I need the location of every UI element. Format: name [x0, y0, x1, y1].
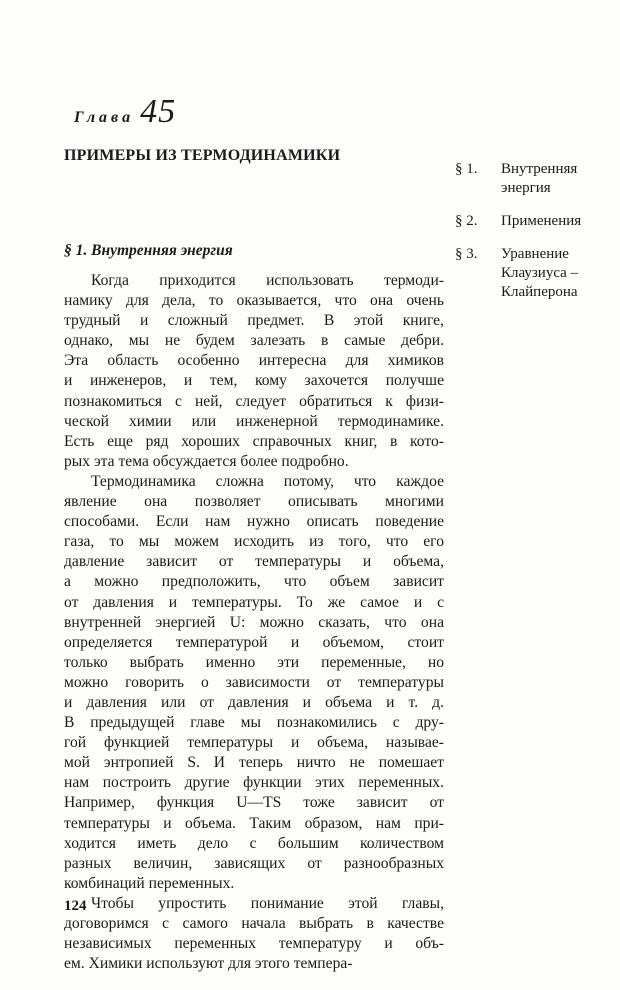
- text-line: гой функцией температуры и объема, называе-: [64, 734, 444, 752]
- toc-section-number: § 1.: [455, 161, 478, 177]
- chapter-label: [74, 93, 176, 131]
- chapter-word: Глава: [74, 109, 135, 126]
- body-text: [64, 271, 444, 974]
- toc-item: [455, 245, 615, 302]
- text-line: способами. Если нам нужно описать поведение: [64, 513, 444, 531]
- text-line: нам построить другие функции этих переменных.: [64, 774, 444, 792]
- text-line: явление она позволяет описывать многими: [64, 493, 444, 511]
- text-line: познакомиться с ней, следует обратиться к физи-: [64, 392, 444, 410]
- text-line: а можно предположить, что объем зависит: [64, 573, 444, 591]
- text-line: независимых переменных температуру и объ-: [64, 935, 444, 953]
- text-line: Термодинамика сложна потому, что каждое: [91, 472, 444, 490]
- text-line: однако, мы не будем залезать в самые дебри.: [64, 332, 444, 350]
- section-heading: § 1. Внутренняя энергия: [64, 242, 233, 259]
- text-line: от давления и температуры. То же самое и с: [64, 593, 444, 611]
- text-line: Чтобы упростить понимание этой главы,: [91, 894, 444, 912]
- toc-section-title: Внутренняя энергия: [501, 161, 578, 196]
- toc-section-title: Уравнение Клаузиуса – Клайперона: [501, 246, 579, 300]
- text-line: газа, то мы можем исходить из того, что его: [64, 533, 444, 551]
- text-line: комбинаций переменных.: [64, 874, 235, 892]
- toc-section-number: § 3.: [455, 246, 478, 262]
- text-line: только выбрать именно эти переменные, но: [64, 653, 444, 671]
- text-line: можно говорить о зависимости от температуры: [64, 673, 444, 691]
- text-line: ческой химии или инженерной термодинамике.: [64, 412, 444, 430]
- text-line: температуры и объема. Таким образом, нам при-: [64, 814, 444, 832]
- toc-section-title: Применения: [501, 213, 582, 229]
- text-line: разных величин, зависящих от разнообразных: [64, 854, 444, 872]
- text-line: рых эта тема обсуждается более подробно.: [64, 452, 349, 470]
- text-line: договоримся с самого начала выбрать в качестве: [64, 915, 444, 932]
- chapter-title: ПРИМЕРЫ ИЗ ТЕРМОДИНАМИКИ: [64, 147, 341, 164]
- text-line: ходится иметь дело с большим количеством: [64, 834, 444, 852]
- text-line: трудный и сложный предмет. В этой книге,: [64, 312, 444, 330]
- text-line: Эта область особенно интересна для химиков: [64, 352, 444, 370]
- toc-item: [455, 160, 615, 198]
- chapter-number: 45: [140, 93, 177, 130]
- toc-item: [455, 212, 615, 231]
- text-line: Например, функция U—TS тоже зависит от: [64, 794, 444, 812]
- text-line: внутренней энергией U: можно сказать, что она: [64, 613, 444, 631]
- text-line: определяется температурой и объемом, стоит: [64, 633, 444, 651]
- text-line: Когда приходится использовать термоди-: [91, 272, 444, 289]
- margin-table-of-contents: [455, 160, 615, 316]
- text-line: давление зависит от температуры и объема,: [64, 553, 444, 571]
- text-line: В предыдущей главе мы познакомились с дру-: [64, 714, 444, 732]
- text-line: мой энтропией S. И теперь ничто не помешает: [64, 754, 444, 772]
- text-line: ем. Химики используют для этого темпера-: [64, 955, 353, 973]
- text-line: и давления или от давления и объема и т. д.: [64, 693, 444, 711]
- toc-section-number: § 2.: [455, 213, 478, 229]
- page-number: 124: [64, 898, 87, 914]
- text-line: намику для дела, то оказывается, что она очень: [64, 292, 444, 310]
- text-line: Есть еще ряд хороших справочных книг, в кото-: [64, 432, 444, 450]
- text-line: и инженеров, и тем, кому захочется получше: [64, 372, 444, 390]
